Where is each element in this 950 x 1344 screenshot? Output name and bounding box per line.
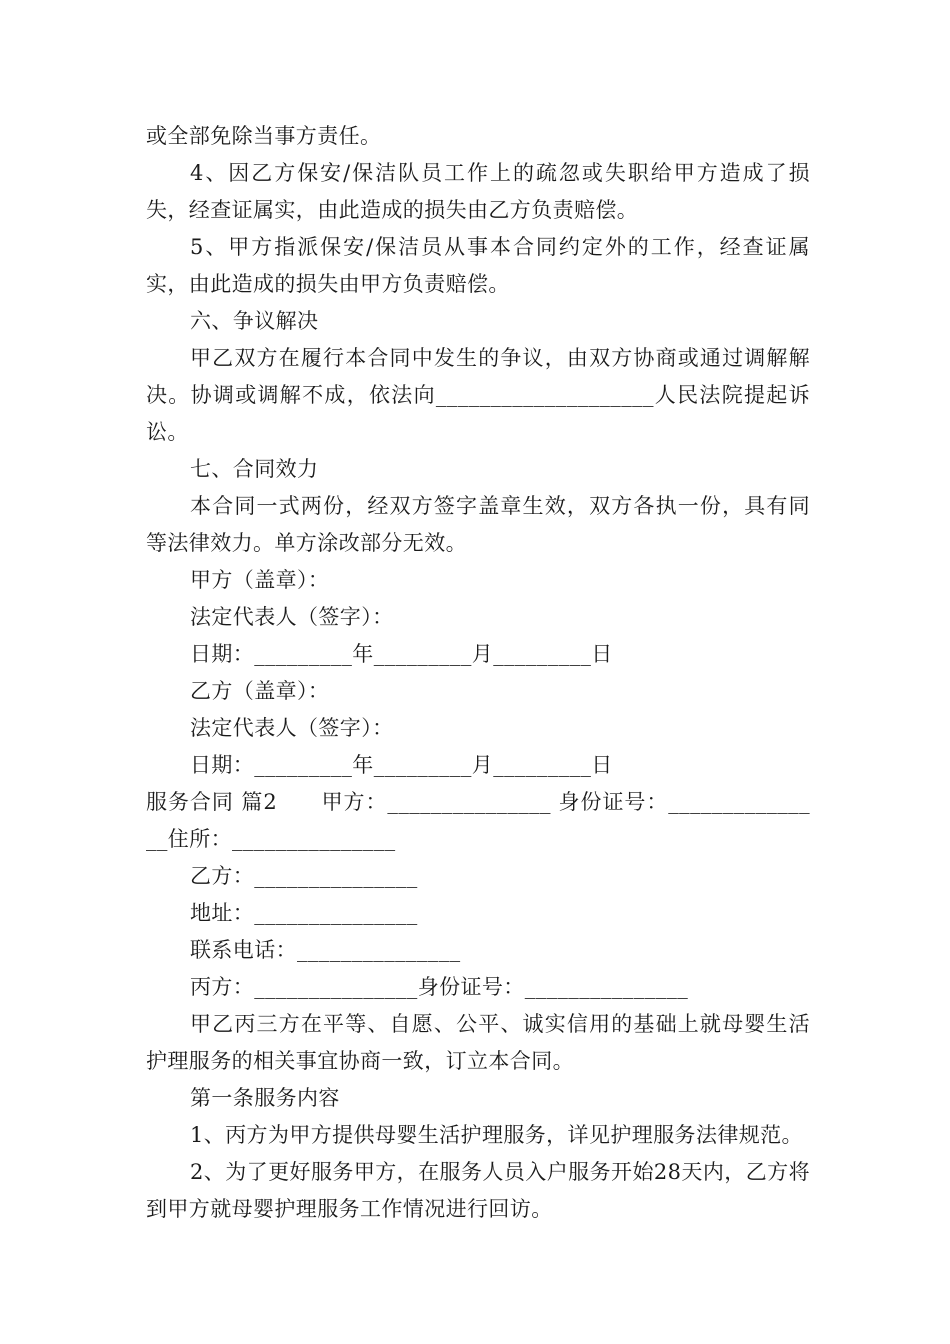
paragraph-agreement-preamble: 甲乙丙三方在平等、自愿、公平、诚实信用的基础上就母婴生活护理服务的相关事宜协商一致，订立本合同。 bbox=[146, 1012, 810, 1073]
party-b-field: 乙方：_______________ bbox=[190, 864, 418, 888]
party-b-representative-line: 法定代表人（签字）： bbox=[190, 716, 394, 740]
phone-field: 联系电话：_______________ bbox=[190, 938, 461, 962]
party-a-representative-line: 法定代表人（签字）： bbox=[190, 605, 394, 629]
party-c-field: 丙方：_______________身份证号：_______________ bbox=[190, 975, 689, 999]
heading-article-1-services: 第一条服务内容 bbox=[190, 1086, 340, 1110]
paragraph-clause-4: 4、因乙方保安/保洁队员工作上的疏忽或失职给甲方造成了损失，经查证属实，由此造成的损失由乙方负责赔偿。 bbox=[146, 161, 810, 222]
document-body bbox=[146, 118, 810, 1228]
party-b-seal-line: 乙方（盖章）： bbox=[190, 679, 330, 703]
contract-2-header: 服务合同 篇2 甲方：_______________ 身份证号：_______________住所：_______________ bbox=[146, 790, 810, 851]
party-a-date-line: 日期：_________年_________月_________日 bbox=[190, 642, 613, 666]
paragraph-service-item-2: 2、为了更好服务甲方，在服务人员入户服务开始28天内，乙方将到甲方就母婴护理服务工作情况进行回访。 bbox=[146, 1160, 810, 1221]
heading-contract-validity: 七、合同效力 bbox=[190, 457, 319, 481]
paragraph-contract-validity: 本合同一式两份，经双方签字盖章生效，双方各执一份，具有同等法律效力。单方涂改部分无效。 bbox=[146, 494, 810, 555]
paragraph-service-item-1: 1、丙方为甲方提供母婴生活护理服务，详见护理服务法律规范。 bbox=[190, 1123, 803, 1147]
heading-dispute-resolution: 六、争议解决 bbox=[190, 309, 319, 333]
paragraph-dispute-resolution: 甲乙双方在履行本合同中发生的争议，由双方协商或通过调解解决。协调或调解不成，依法向____________________人民法院提起诉讼。 bbox=[146, 346, 810, 444]
party-a-seal-line: 甲方（盖章）： bbox=[190, 568, 330, 592]
address-field: 地址：_______________ bbox=[190, 901, 418, 925]
paragraph-clause-5: 5、甲方指派保安/保洁员从事本合同约定外的工作，经查证属实，由此造成的损失由甲方负责赔偿。 bbox=[146, 235, 810, 296]
party-b-date-line: 日期：_________年_________月_________日 bbox=[190, 753, 613, 777]
paragraph-liability-exemption-end: 或全部免除当事方责任。 bbox=[146, 124, 382, 148]
